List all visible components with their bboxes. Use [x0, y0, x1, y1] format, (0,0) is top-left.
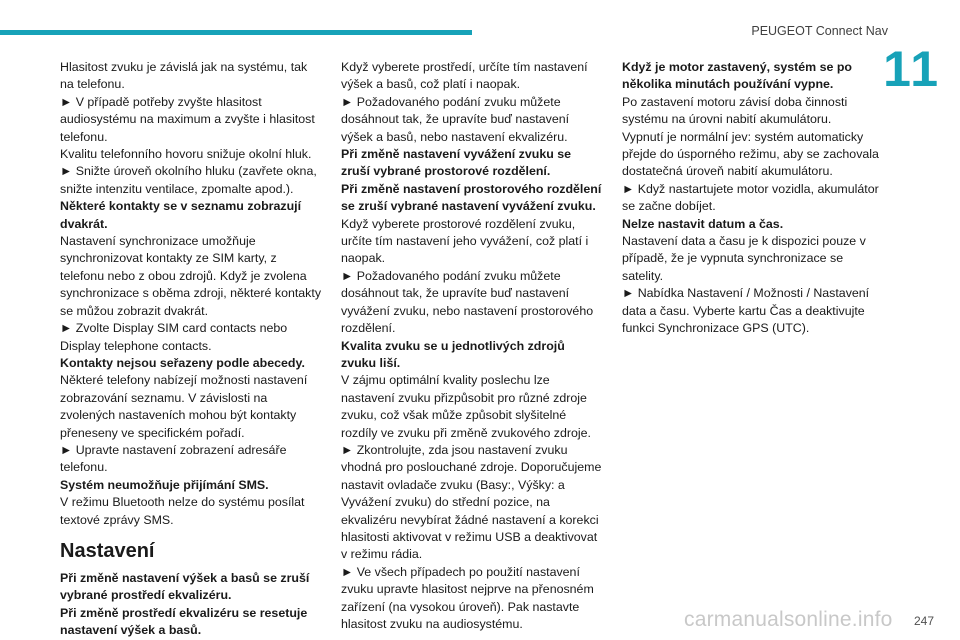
bold-question: Některé kontakty se v seznamu zobrazují dvakrát.	[60, 199, 302, 231]
bold-question: Při změně nastavení vyvážení zvuku se zruší vybrané prostorové rozdělení.	[341, 147, 572, 179]
paragraph: ► Upravte nastavení zobrazení adresáře telefonu.	[60, 442, 287, 475]
paragraph: V zájmu optimální kvality poslechu lze nastavení zvuku přizpůsobit pro různé zdroje zvuku, což však může způsobit slyšitelné rozdíly ve zvuku při změně zvukového zdroje.	[341, 373, 591, 440]
bold-question: Systém neumožňuje přijímání SMS.	[60, 477, 269, 492]
paragraph: ► Požadovaného podání zvuku můžete dosáhnout tak, že upravíte buď nastavení výšek a basů, nebo nastavení ekvalizéru.	[341, 94, 570, 144]
bold-question: Při změně nastavení výšek a basů se zruší vybrané prostředí ekvalizéru.	[60, 570, 310, 603]
text-column-2	[341, 59, 603, 633]
text-column-3	[622, 59, 884, 338]
text-column-1	[60, 59, 322, 640]
chapter-number: 11	[883, 41, 940, 97]
page-number: 247	[913, 614, 934, 628]
paragraph: V režimu Bluetooth nelze do systému posílat textové zprávy SMS.	[60, 495, 305, 527]
paragraph: Kvalitu telefonního hovoru snižuje okolní hluk.	[60, 147, 312, 162]
bold-question: Nelze nastavit datum a čas.	[622, 216, 784, 231]
paragraph: Některé telefony nabízejí možnosti nastavení zobrazování seznamu. V závislosti na zvolených nastaveních mohou být kontakty přeneseny ve specifickém pořadí.	[60, 373, 308, 440]
header-accent-bar	[0, 30, 472, 35]
paragraph: Vypnutí je normální jev: systém automaticky přejde do úsporného režimu, aby se zachovala dostatečná úroveň nabití akumulátoru.	[622, 129, 879, 179]
bold-question: Kontakty nejsou seřazeny podle abecedy.	[60, 355, 305, 370]
paragraph: ► Nabídka Nastavení / Možnosti / Nastavení data a času. Vyberte kartu Čas a deaktivujte funkci Synchronizace GPS (UTC).	[622, 286, 870, 336]
paragraph: Hlasitost zvuku je závislá jak na systému, tak na telefonu.	[60, 60, 308, 92]
paragraph: ► Zvolte Display SIM card contacts nebo Display telephone contacts.	[60, 321, 288, 353]
bold-question: Když je motor zastavený, systém se po několika minutách používání vypne.	[622, 60, 853, 92]
bold-question: Při změně prostředí ekvalizéru se resetuje nastavení výšek a basů.	[60, 605, 308, 638]
paragraph: ► Když nastartujete motor vozidla, akumulátor se začne dobíjet.	[622, 181, 879, 214]
paragraph: ► Ve všech případech po použití nastavení zvuku upravte hlasitost nejprve na přenosném zařízení (na vysokou úroveň). Pak nastavte hlasitost zvuku na audiosystému.	[341, 564, 594, 631]
bold-question: Kvalita zvuku se u jednotlivých zdrojů zvuku liší.	[341, 338, 565, 370]
paragraph: Nastavení data a času je k dispozici pouze v případě, že je vypnuta synchronizace se satelity.	[622, 234, 866, 283]
paragraph: Když vyberete prostorové rozdělení zvuku, určíte tím nastavení jeho vyvážení, což platí i naopak.	[341, 216, 589, 266]
paragraph: ► Požadovaného podání zvuku můžete dosáhnout tak, že upravíte buď nastavení vyvážení zvuku, nebo nastavení prostorového rozdělení.	[341, 268, 594, 336]
paragraph: ► V případě potřeby zvyšte hlasitost audiosystému na maximum a zvyšte i hlasitost telefonu.	[60, 94, 315, 144]
header-title: PEUGEOT Connect Nav	[751, 24, 888, 38]
paragraph: ► Snižte úroveň okolního hluku (zavřete okna, snižte intenzitu ventilace, zpomalte apod.).	[60, 164, 317, 196]
watermark: carmanualsonline.info	[684, 608, 893, 631]
paragraph: ► Zkontrolujte, zda jsou nastavení zvuku vhodná pro poslouchané zdroje. Doporučujeme nastavit ovladače zvuku (Basy:, Výšky: a Vyvážení zvuku) do střední pozice, na ekvalizéru nevybírat žádné nastavení a korekci hlasitosti aktivovat v režimu USB a deaktivovat v režimu rádia.	[341, 442, 602, 562]
section-heading: Nastavení	[60, 539, 155, 562]
paragraph: Po zastavení motoru závisí doba činnosti systému na úrovni nabití akumulátoru.	[622, 94, 848, 127]
paragraph: Když vyberete prostředí, určíte tím nastavení výšek a basů, což platí i naopak.	[341, 60, 588, 92]
bold-question: Při změně nastavení prostorového rozdělení se zruší vybrané nastavení vyvážení zvuku.	[341, 181, 602, 214]
paragraph: Nastavení synchronizace umožňuje synchronizovat kontakty ze SIM karty, z telefonu nebo z obou zdrojů. Když je zvolena synchronizace s oběma zdroji, některé kontakty se můžou zobrazit dvakrát.	[60, 234, 322, 318]
